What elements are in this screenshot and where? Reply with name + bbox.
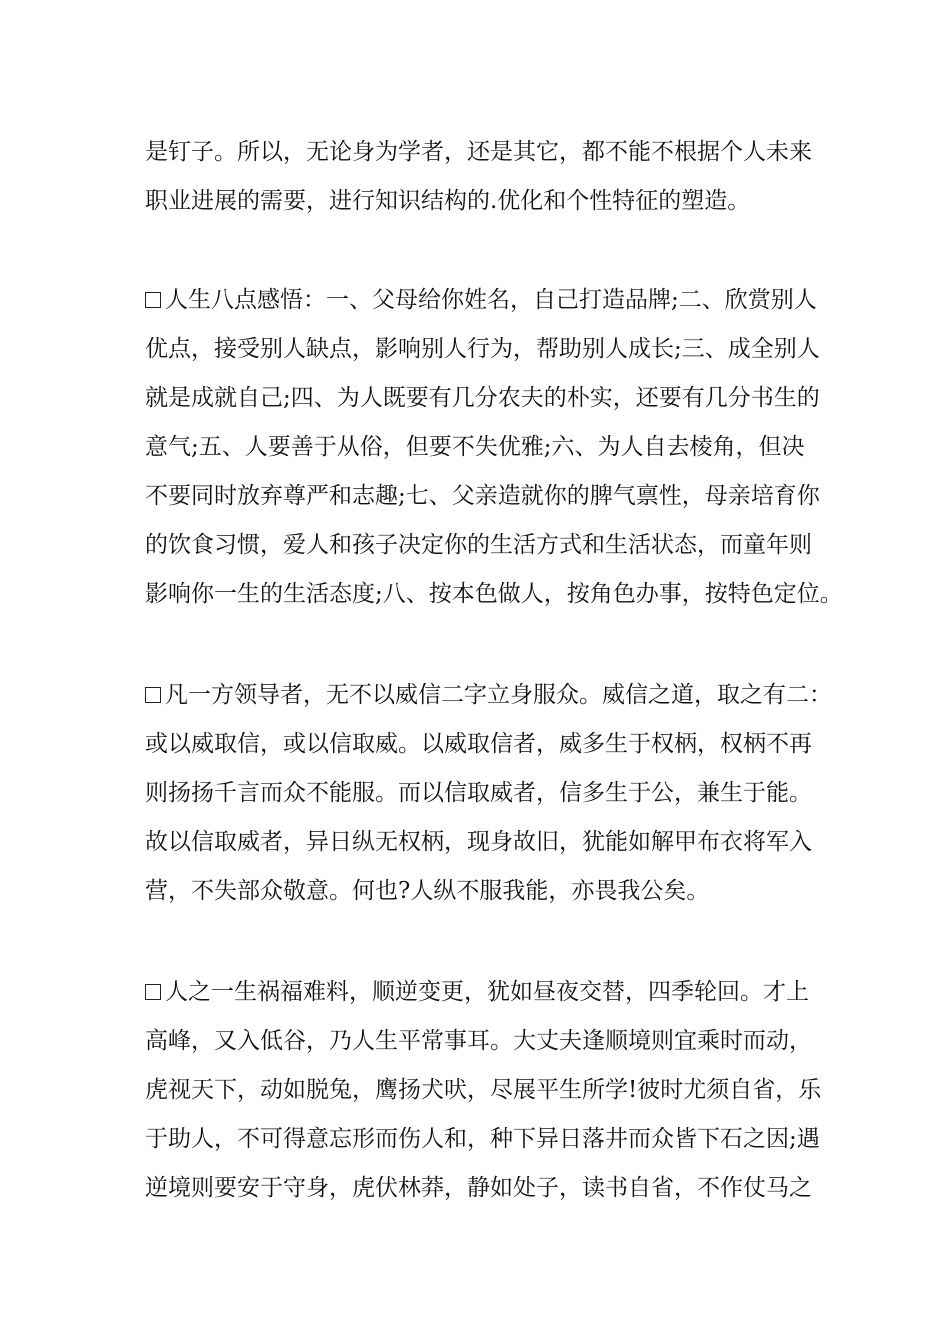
paragraph-1 [145, 128, 835, 226]
text-line: 故以信取威者，异日纵无权柄，现身故旧，犹能如解甲布衣将军入 [145, 829, 812, 855]
text-line: 高峰，又入低谷，乃人生平常事耳。大丈夫逢顺境则宜乘时而动， [145, 1028, 812, 1054]
checkbox-bullet-icon [145, 984, 161, 1000]
text-line-first [145, 968, 835, 1017]
text-line-first [145, 276, 835, 325]
text-line: 影响你一生的生活态度;八、按本色做人，按角色办事，按特色定位。 [145, 581, 843, 607]
paragraph-4 [145, 968, 835, 1213]
checkbox-bullet-icon [145, 292, 161, 308]
text-line: 虎视天下，动如脱兔，鹰扬犬吠，尽展平生所学!彼时尤须自省，乐 [145, 1077, 822, 1103]
text-line-first [145, 671, 835, 720]
paragraph-2 [145, 276, 843, 619]
text-line: 人之一生祸福难料，顺逆变更，犹如昼夜交替，四季轮回。才上 [165, 979, 809, 1005]
text-line: 优点，接受别人缺点，影响别人行为，帮助别人成长;三、成全别人 [145, 336, 820, 362]
text-line: 或以威取信，或以信取威。以威取信者，威多生于权柄，权柄不再 [145, 731, 812, 757]
text-line: 人生八点感悟：一、父母给你姓名，自己打造品牌;二、欣赏别人 [165, 287, 817, 313]
text-line: 营，不失部众敬意。何也?人纵不服我能，亦畏我公矣。 [145, 878, 710, 904]
checkbox-bullet-icon [145, 687, 161, 703]
text-line: 于助人，不可得意忘形而伤人和，种下异日落井而众皆下石之因;遇 [145, 1126, 820, 1152]
text-line: 职业进展的需要，进行知识结构的.优化和个性特征的塑造。 [145, 188, 751, 214]
text-line: 的饮食习惯，爱人和孩子决定你的生活方式和生活状态，而童年则 [145, 532, 812, 558]
text-line: 是钉子。所以，无论身为学者，还是其它，都不能不根据个人未来 [145, 139, 812, 165]
paragraph-3 [145, 671, 835, 916]
text-line: 逆境则要安于守身，虎伏林莽，静如处子，读书自省，不作仗马之 [145, 1175, 812, 1201]
text-line: 就是成就自己;四、为人既要有几分农夫的朴实，还要有几分书生的 [145, 385, 820, 411]
text-line: 意气;五、人要善于从俗，但要不失优雅;六、为人自去棱角，但决 [145, 434, 805, 460]
text-line: 凡一方领导者，无不以威信二字立身服众。威信之道，取之有二： [165, 682, 832, 708]
text-line: 不要同时放弃尊严和志趣;七、父亲造就你的脾气禀性，母亲培育你 [145, 483, 820, 509]
text-line: 则扬扬千言而众不能服。而以信取威者，信多生于公，兼生于能。 [145, 780, 812, 806]
